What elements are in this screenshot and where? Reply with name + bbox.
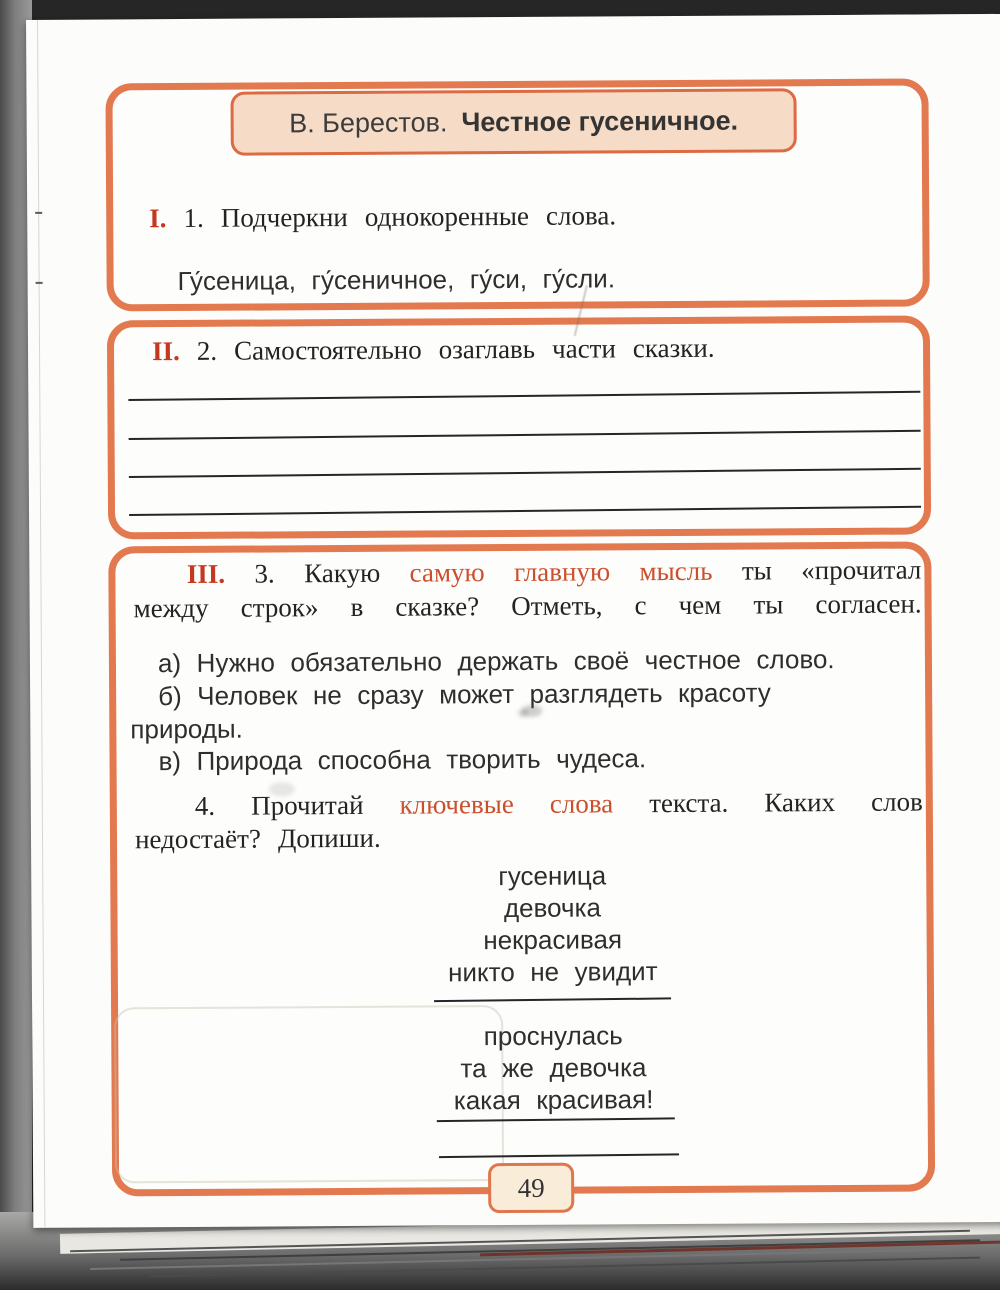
- page-fold-line: [37, 20, 45, 1228]
- lesson-title-plate: [230, 88, 796, 155]
- short-writing-line: [437, 1099, 675, 1122]
- task1-text: Подчеркни однокоренные слова.: [220, 200, 617, 233]
- page-number-plate: [488, 1163, 574, 1214]
- keyword: та же девочка: [460, 1052, 647, 1084]
- task1-word-list: Гу́сеница, гу́сеничное, гу́си, гу́сли.: [177, 263, 616, 297]
- title-work: Честное гусеничное.: [461, 105, 739, 137]
- task4-text-pre: 4. Прочитай: [194, 789, 364, 821]
- task2-number: 2.: [196, 335, 218, 366]
- task3-text-post: ты «прочитал: [741, 554, 922, 586]
- task2-roman-numeral: II.: [151, 336, 180, 367]
- task1-roman-numeral: I.: [149, 203, 167, 234]
- task1-number: 1.: [183, 202, 204, 233]
- task3-option-a: а) Нужно обязательно держать своё честное слово.: [157, 644, 835, 679]
- binding-stitch: [35, 212, 42, 214]
- task3-heading-line1: [133, 554, 921, 590]
- workbook-page: [26, 14, 1000, 1228]
- task2-heading: [152, 333, 715, 367]
- task3-option-b-cont: природы.: [130, 713, 243, 745]
- task1-heading: [149, 200, 616, 234]
- task3-roman-numeral: III.: [186, 558, 226, 589]
- task3-highlight: самую главную мысль: [409, 555, 713, 588]
- title-author: В. Берестов.: [289, 106, 448, 138]
- task3-heading-line2: между строк» в сказке? Отметь, с чем ты согласен.: [133, 588, 922, 624]
- keyword: проснулась: [483, 1020, 623, 1052]
- task4-text-post: текста. Каких слов: [649, 786, 923, 819]
- task3-option-b: б) Человек не сразу может разглядеть красоту: [158, 677, 771, 712]
- task4-heading-line1: [135, 786, 923, 822]
- task4-heading-line2: недостаёт? Допиши.: [134, 822, 381, 855]
- keyword: некрасивая: [483, 924, 623, 956]
- short-writing-line: [439, 1135, 679, 1158]
- binding-stitch: [36, 282, 43, 284]
- keyword: гусеница: [498, 860, 607, 892]
- task3-option-v: в) Природа способна творить чудеса.: [158, 743, 647, 777]
- task3-text-pre: 3. Какую: [254, 557, 381, 589]
- ink-smudge: [518, 709, 528, 717]
- task4-highlight: ключевые слова: [399, 788, 614, 820]
- keyword: никто не увидит: [448, 956, 658, 988]
- keyword: какая красивая!: [453, 1084, 654, 1116]
- ink-smudge: [269, 782, 295, 796]
- page-number: 49: [517, 1172, 545, 1203]
- keywords-group1: [241, 858, 864, 990]
- short-writing-line: [434, 979, 671, 1002]
- task2-text: Самостоятельно озаглавь части сказки.: [233, 332, 715, 366]
- keyword: девочка: [503, 892, 602, 924]
